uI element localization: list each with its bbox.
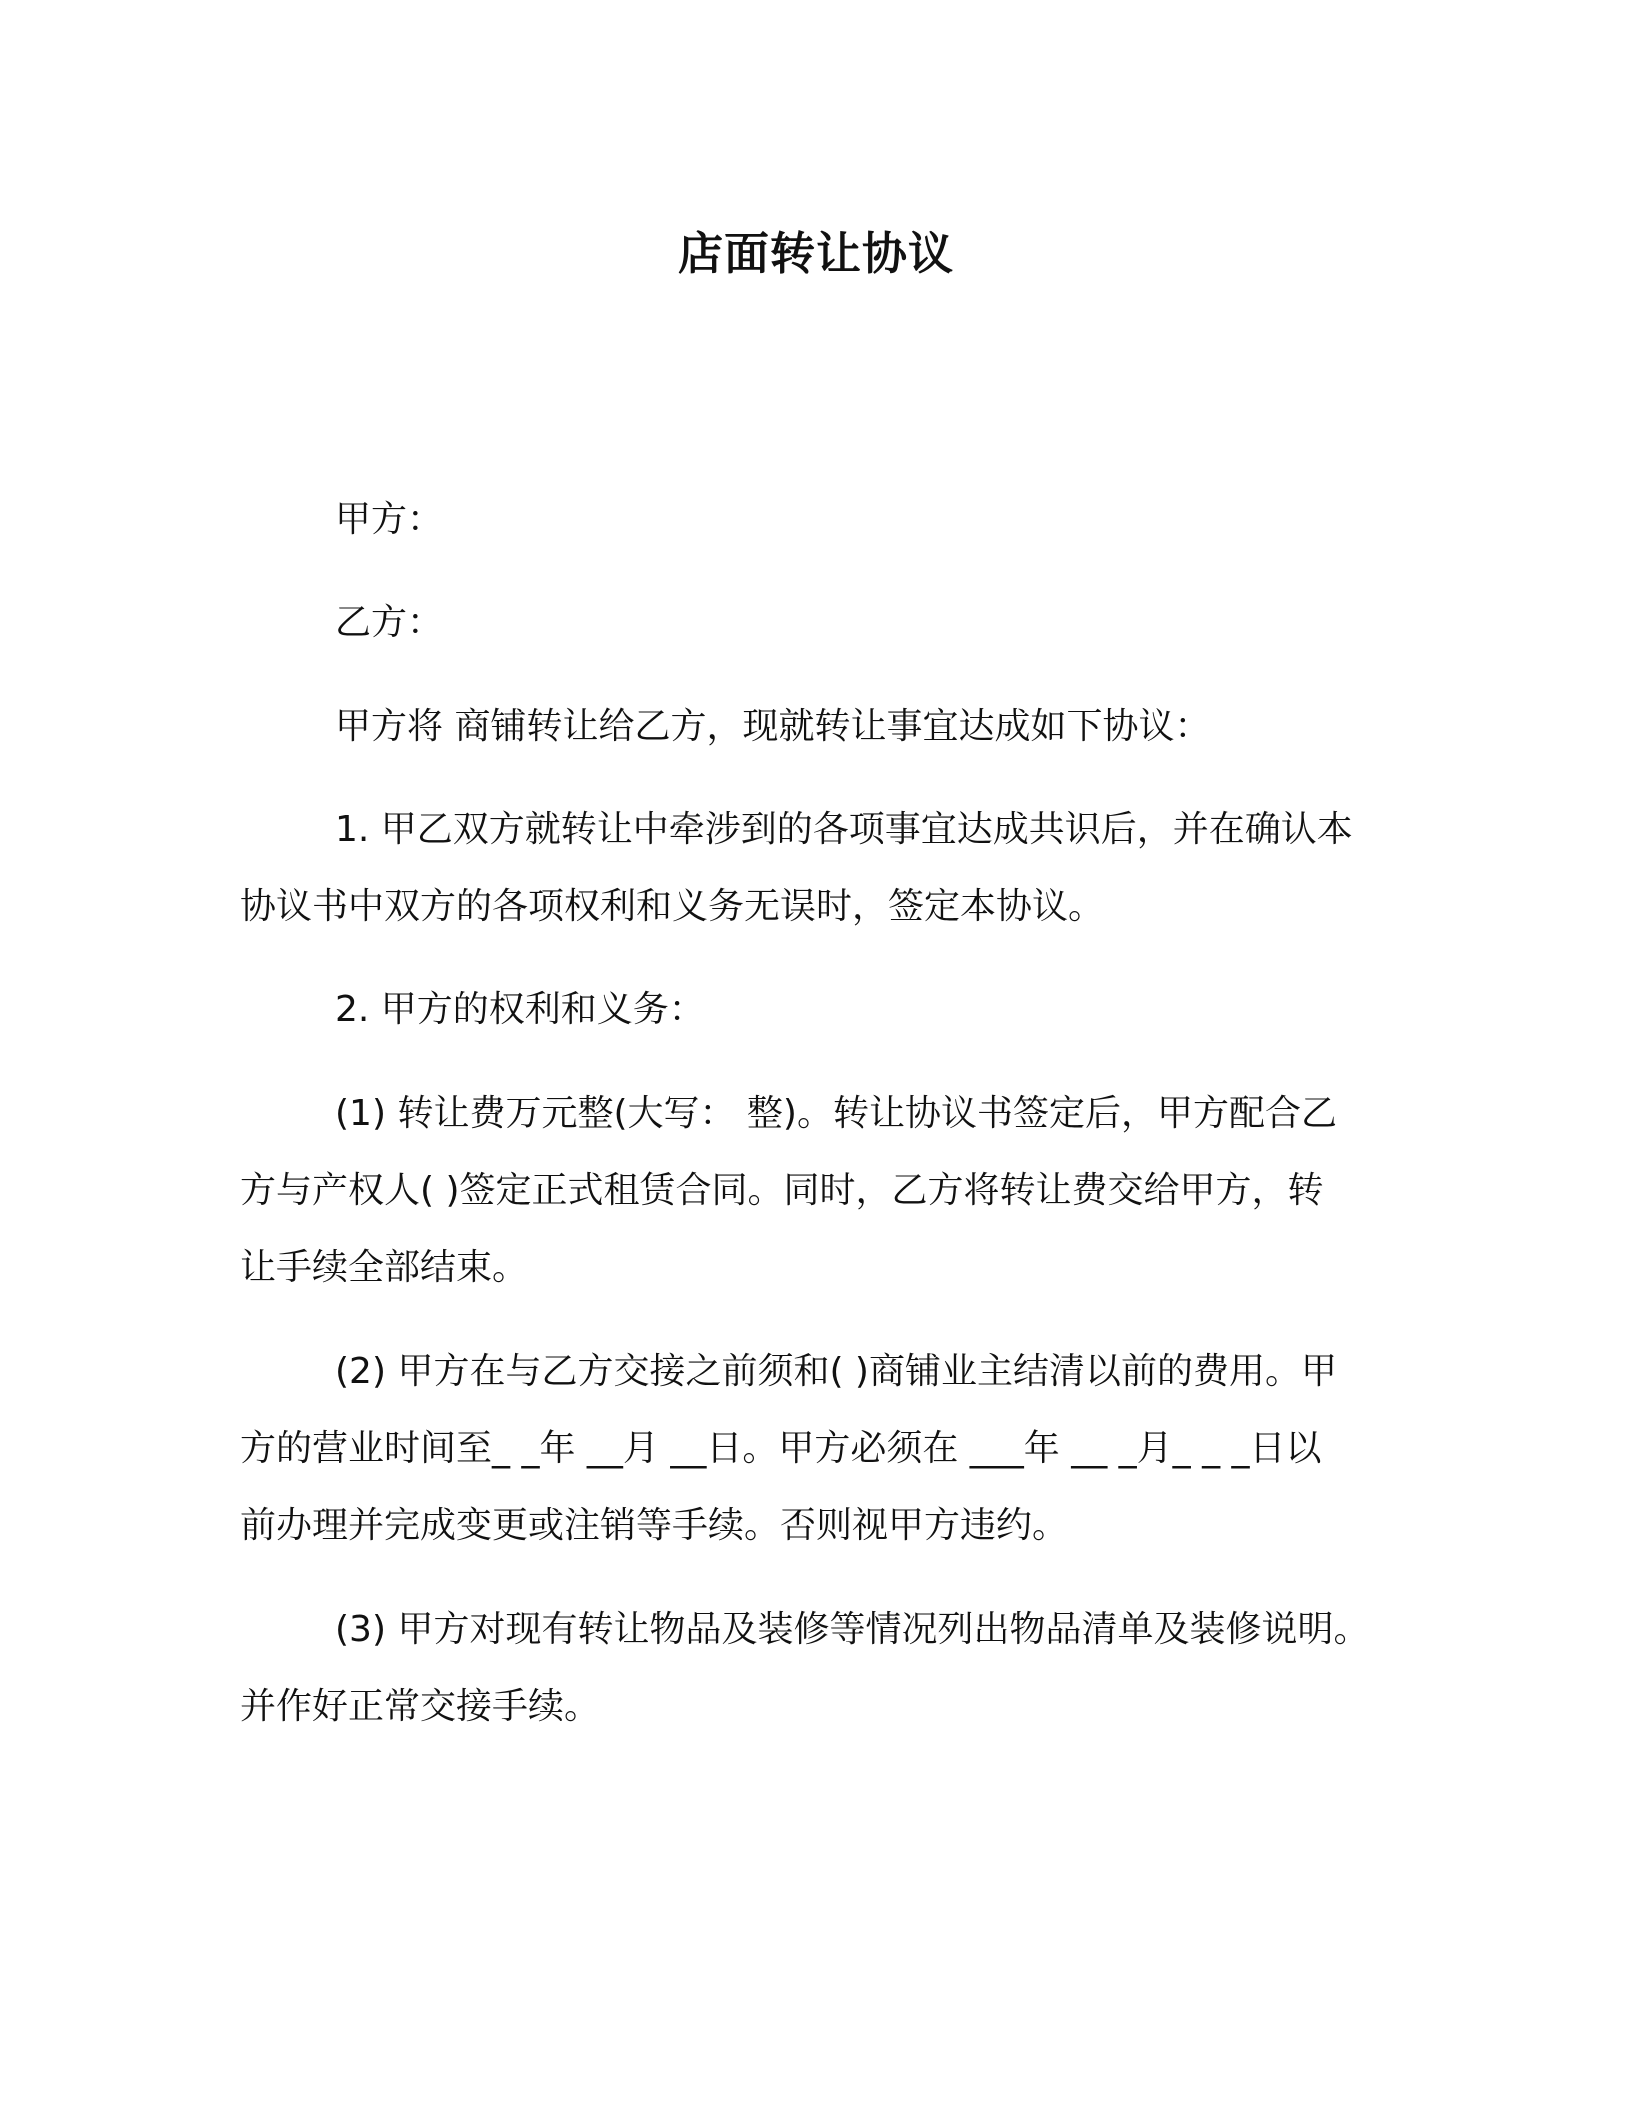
clause-2-item-1-line-3: 让手续全部结束。 <box>240 1247 529 1288</box>
clause-2-item-3-line-1: (3) 甲方对现有转让物品及装修等情况列出物品清单及装修说明。 <box>335 1609 1370 1650</box>
clause-2-item-3-line-2: 并作好正常交接手续。 <box>240 1686 601 1727</box>
clause-2-item-2-line-1: (2) 甲方在与乙方交接之前须和( )商铺业主结清以前的费用。甲 <box>335 1351 1337 1392</box>
intro-paragraph: 甲方将 商铺转让给乙方，现就转让事宜达成如下协议： <box>335 706 1211 747</box>
document-title: 店面转让协议 <box>677 227 954 280</box>
party-b-label: 乙方： <box>335 602 444 643</box>
clause-2-heading: 2. 甲方的权利和义务： <box>335 989 705 1030</box>
party-a-label: 甲方： <box>335 499 444 540</box>
clause-2-item-2-line-2: 方的营业时间至_ _年 __月 __日。甲方必须在 ___年 __ _月_ _ _日以 <box>240 1428 1322 1469</box>
clause-1-line-1: 1. 甲乙双方就转让中牵涉到的各项事宜达成共识后，并在确认本 <box>335 809 1353 850</box>
clause-1-line-2: 协议书中双方的各项权利和义务无误时，签定本协议。 <box>240 886 1105 927</box>
clause-2-item-1-line-1: (1) 转让费万元整(大写： 整)。转让协议书签定后，甲方配合乙 <box>335 1093 1337 1134</box>
clause-2-item-2-line-3: 前办理并完成变更或注销等手续。否则视甲方违约。 <box>240 1505 1069 1546</box>
clause-2-item-1-line-2: 方与产权人( )签定正式租赁合同。同时，乙方将转让费交给甲方，转 <box>240 1170 1324 1211</box>
